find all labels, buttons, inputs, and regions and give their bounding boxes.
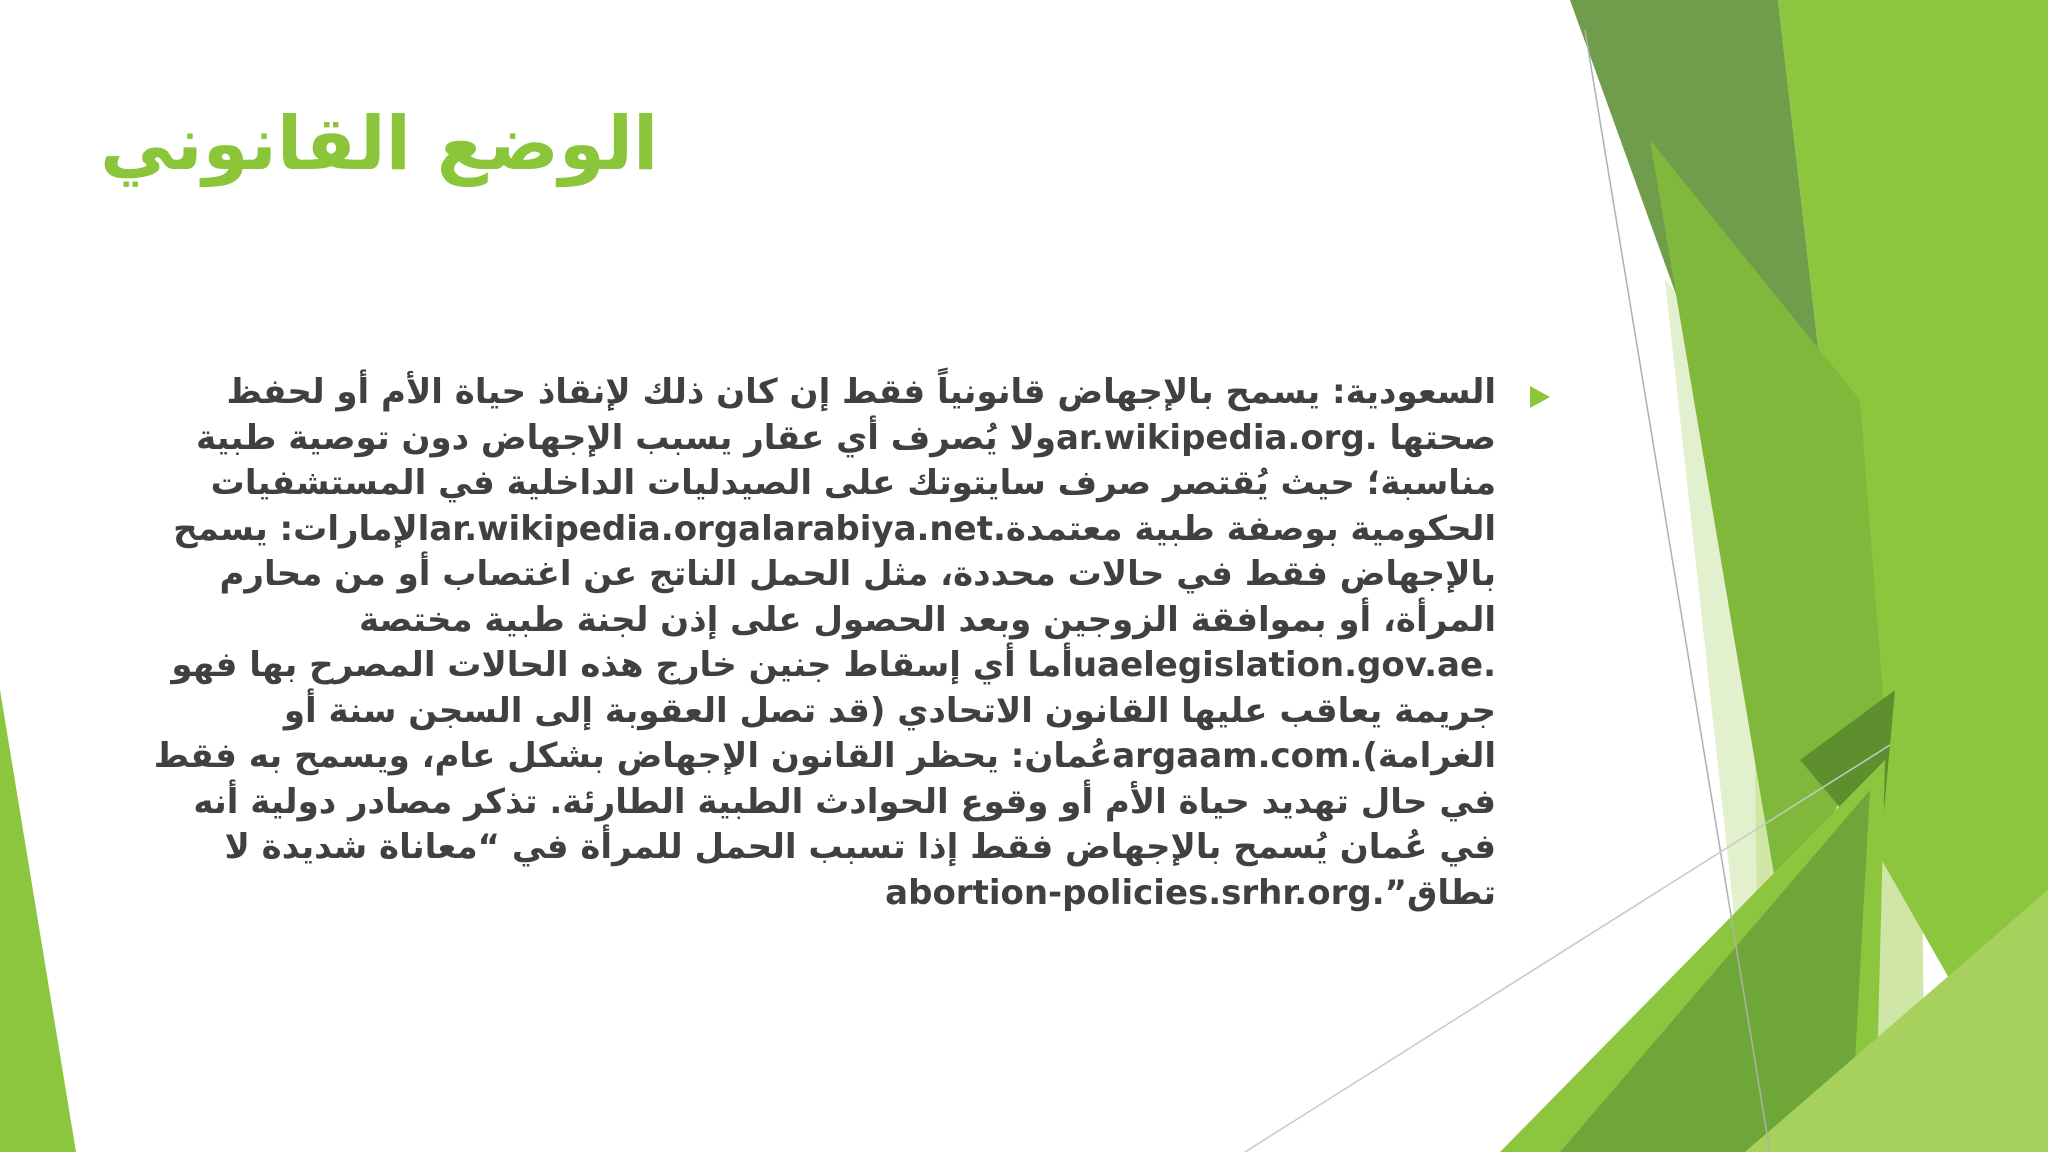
content-list	[140, 370, 1540, 916]
triangle-bullet-icon	[1530, 386, 1550, 408]
left-green-sliver	[0, 690, 76, 1152]
list-item	[140, 370, 1540, 916]
slide-title: الوضع القانوني	[100, 101, 659, 187]
body-paragraph: السعودية: يسمح بالإجهاض قانونياً فقط إن كان ذلك لإنقاذ حياة الأم أو لحفظ صحتها .ar.wikipedia.orgولا يُصرف أي عقار يسبب الإجهاض دون توصية طبية مناسبة؛ حيث يُقتصر صرف سايتوتك على الصيدليات الداخلية في المستشفيات الحكومية بوصفة طبية معتمدة.ar.wikipedia.orgalarabiya.netالإمارات: يسمح بالإجهاض فقط في حالات محددة، مثل الحمل الناتج عن اغتصاب أو من محارم المرأة، أو بموافقة الزوجين وبعد الحصول على إذن لجنة طبية مختصة .uaelegislation.gov.aeأما أي إسقاط جنين خارج هذه الحالات المصرح بها فهو جريمة يعاقب عليها القانون الاتحادي (قد تصل العقوبة إلى السجن سنة أو الغرامة).argaam.comعُمان: يحظر القانون الإجهاض بشكل عام، ويسمح به فقط في حال تهديد حياة الأم أو وقوع الحوادث الطبية الطارئة. تذكر مصادر دولية أنه في عُمان يُسمح بالإجهاض فقط إذا تسبب الحمل للمرأة في “معاناة شديدة لا تطاق”.abortion-policies.srhr.org	[153, 372, 1496, 913]
